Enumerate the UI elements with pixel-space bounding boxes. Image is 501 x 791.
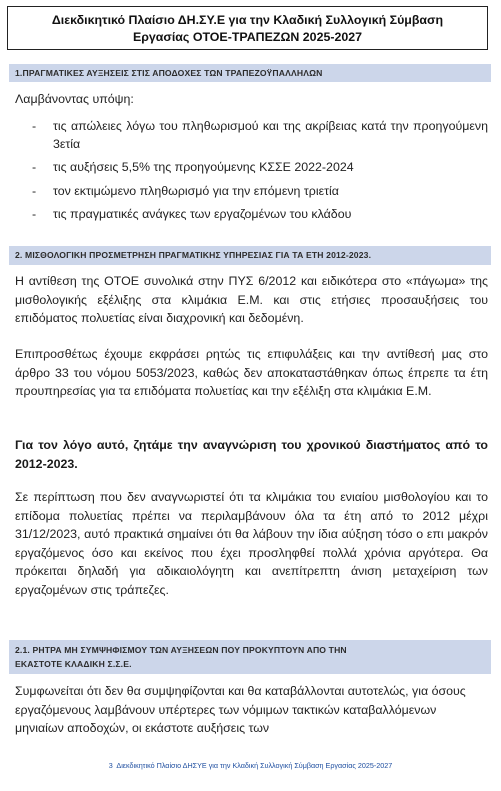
section-2-heading-text: 2. ΜΙΣΘΟΛΟΓΙΚΗ ΠΡΟΣΜΕΤΡΗΣΗ ΠΡΑΓΜΑΤΙΚΗΣ ΥΠΗΡΕΣΙΑΣ ΓΙΑ ΤΑ ΕΤΗ 2012-2023. (15, 250, 372, 260)
section-2-paragraph-3: Για τον λόγο αυτό, ζητάμε την αναγνώριση του χρονικού διαστήματος από το 2012-2023. (15, 438, 488, 471)
section-1-bullet-list (15, 118, 488, 230)
section-2-1-heading-line-1: 2.1. ΡΗΤΡΑ ΜΗ ΣΥΜΨΗΦΙΣΜΟΥ ΤΩΝ ΑΥΞΗΣΕΩΝ ΠΟΥ ΠΡΟΚΥΠΤΟΥΝ ΑΠΟ ΤΗΝ (15, 645, 347, 655)
page-footer (0, 761, 501, 770)
list-item (15, 118, 488, 153)
section-1-heading (9, 64, 491, 82)
section-2-1-paragraph-1: Συμφωνείται ότι δεν θα συμψηφίζονται και θα καταβάλλονται αυτοτελώς, για όσους εργαζόμενους λαμβάνουν υπέρτερες των νόμιμων τακτικών καταβαλλόμενων μηνιαίων αποδοχών, οι εκάστοτε αυξήσεις των (15, 684, 466, 735)
title-line-1: Διεκδικητικό Πλαίσιο ΔΗ.ΣΥ.Ε για την Κλαδική Συλλογική Σύμβαση (51, 13, 444, 27)
dash-icon: - (32, 160, 37, 174)
section-2-1-heading-line-2: ΕΚΑΣΤΟΤΕ ΚΛΑΔΙΚΗ Σ.Σ.Ε. (15, 659, 132, 669)
section-2-1-heading (9, 640, 491, 674)
section-2-heading (9, 246, 491, 265)
section-2-paragraph-4: Σε περίπτωση που δεν αναγνωριστεί ότι τα κλιμάκια του ενιαίου μισθολογίου και το επίδομα πολυετίας πρέπει να περιλαμβάνουν όλα τα έτη από το 2012 μέχρι 31/12/2023, αυτό πρακτικά σημαίνει ότι θα λάβουν την ίδια αύξηση τόσο ο επι μακρόν εργαζόμενος όσο και εκείνος που έχει προσληφθεί πολλά χρόνια αργότερα. Θα πρόκειται δηλαδή για αδικαιολόγητη και ανεπίτρεπτη άνιση μεταχείριση των εργαζομένων στις τράπεζες. (15, 490, 488, 597)
list-item-text: τις αυξήσεις 5,5% της προηγούμενης ΚΣΣΕ 2022-2024 (53, 160, 354, 174)
list-item-text: τις πραγματικές ανάγκες των εργαζομένων του κλάδου (53, 207, 352, 221)
page-number: 3 (108, 761, 113, 770)
title-line-2: Εργασίας ΟΤΟΕ-ΤΡΑΠΕΖΩΝ 2025-2027 (132, 30, 363, 44)
title-box (7, 6, 488, 50)
list-item (15, 183, 488, 201)
list-item-text: τον εκτιμώμενο πληθωρισμό για την επόμενη τριετία (53, 183, 339, 198)
dash-icon: - (32, 183, 37, 198)
section-1-heading-text: 1.ΠΡΑΓΜΑΤΙΚΕΣ ΑΥΞΗΣΕΙΣ ΣΤΙΣ ΑΠΟΔΟΧΕΣ ΤΩΝ ΤΡΑΠΕΖΟΫΠΑΛΛΗΛΩΝ (15, 68, 323, 78)
section-1-lead: Λαμβάνοντας υπόψη: (15, 92, 134, 106)
footer-text: Διεκδικητικό Πλαίσιο ΔΗΣΥΕ για την Κλαδική Συλλογική Σύμβαση Εργασίας 2025-2027 (116, 761, 393, 770)
list-item (15, 159, 488, 177)
dash-icon: - (32, 207, 37, 221)
section-2-paragraph-1: Η αντίθεση της ΟΤΟΕ συνολικά στην ΠΥΣ 6/2012 και ειδικότερα στο «πάγωμα» της μισθολογικής εξέλιξης στα κλιμάκια Ε.Μ. και στις ετήσιες προσαυξήσεις του επιδόματος πολυετίας είναι διαχρονική και δεδομένη. (15, 274, 488, 325)
section-2-paragraph-2: Επιπροσθέτως έχουμε εκφράσει ρητώς τις επιφυλάξεις και την αντίθεσή μας στο άρθρο 33 του νόμου 5053/2023, καθώς δεν αποκαταστάθηκαν όπως έπρεπε τα έτη προυπηρεσίας για τα επιδόματα πολυετίας και την εξέλιξη στα κλιμάκια Ε.Μ. (15, 347, 488, 398)
list-item (15, 206, 488, 224)
dash-icon: - (32, 119, 37, 133)
list-item-text: τις απώλειες λόγω του πληθωρισμού και της ακρίβειας κατά την προηγούμενη 3ετία (53, 119, 488, 151)
